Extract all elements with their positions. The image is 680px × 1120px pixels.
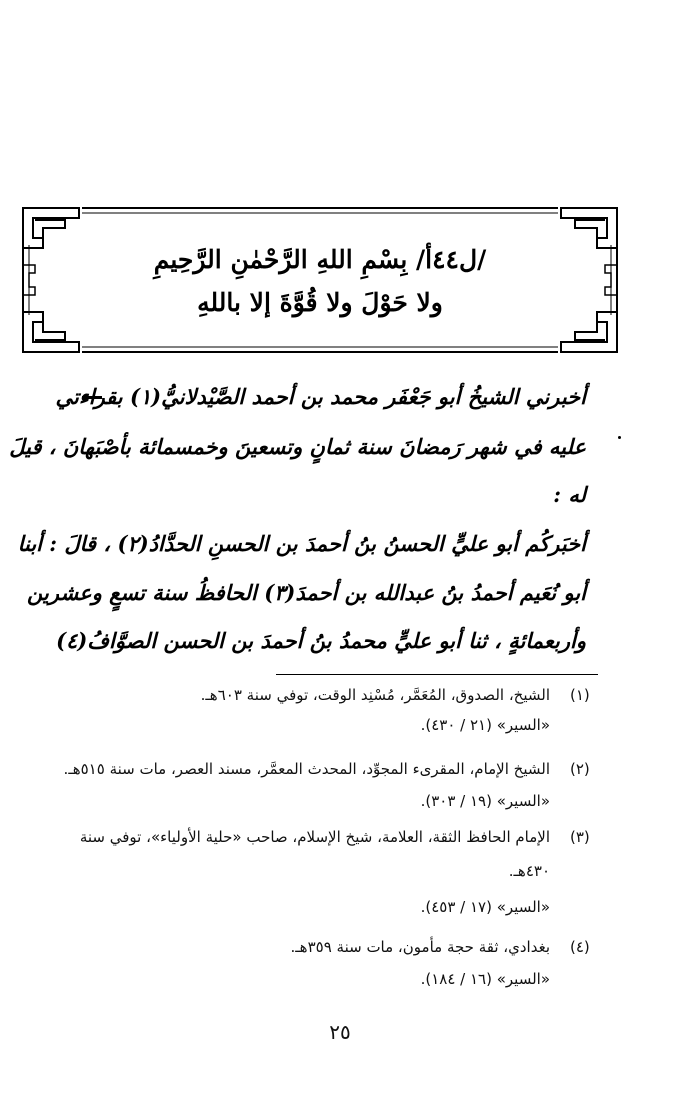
text-line: عليه في شهر رَمضانَ سنة ثمانٍ وتسعينَ وخمسمائة بأصْبَهانَ ، قيلَ — [9, 434, 586, 459]
text-line: له : — [553, 482, 586, 507]
footnote-reference: «السير» (١٧ / ٤٥٣). — [420, 898, 550, 916]
footnote-number: (٣) — [570, 828, 590, 846]
footnote-number: (١) — [570, 686, 590, 704]
hawqala-line: ولا حَوْلَ ولا قُوَّةَ إلا باللهِ — [197, 288, 443, 317]
frame-border — [20, 205, 620, 355]
footnote-text: ٤٣٠هـ. — [508, 862, 550, 880]
footnote-text: بغدادي، ثقة حجة مأمون، مات سنة ٣٥٩هـ. — [290, 938, 550, 956]
footnote-reference: «السير» (٢١ / ٤٣٠). — [420, 716, 550, 734]
footnote-number: (٢) — [570, 760, 590, 778]
footnote-separator — [276, 674, 598, 675]
footnote-text: الشيخ، الصدوق، المُعَمَّر، مُسْنِد الوقت، توفي سنة ٦٠٣هـ. — [200, 686, 550, 704]
page-number: ٢٥ — [329, 1020, 351, 1044]
text-line: أخبَركُم أبو عليٍّ الحسنُ بنُ أحمدَ بن الحسنِ الحدَّادُ(٢) ، قالَ : أبنا — [17, 531, 586, 556]
footnote-number: (٤) — [570, 938, 590, 956]
text-line: أخبرني الشيخُ أبو جَعْفَر محمد بن أحمد الصَّيْدلانيُّ(١) بقراءتي — [55, 384, 586, 409]
text-line: وأربعمائةٍ ، ثنا أبو عليٍّ محمدُ بنُ أحمدَ بن الحسن الصوَّافُ(٤) — [56, 628, 586, 653]
margin-dot — [618, 436, 621, 439]
footnote-text: الشيخ الإمام، المقرىء المجوِّد، المحدث المعمَّر، مسند العصر، مات سنة ٥١٥هـ. — [63, 760, 550, 778]
footnote-text: الإمام الحافظ الثقة، العلامة، شيخ الإسلام، صاحب «حلية الأولياء»، توفي سنة — [79, 828, 550, 846]
footnote-reference: «السير» (١٩ / ٣٠٣). — [420, 792, 550, 810]
footnote-reference: «السير» (١٦ / ١٨٤). — [420, 970, 550, 988]
basmala-line: /ل٤٤أ/ بِسْمِ اللهِ الرَّحْمٰنِ الرَّحِيمِ — [153, 245, 487, 274]
ornamental-frame — [20, 205, 620, 355]
text-line: أبو نُعَيم أحمدُ بنُ عبدالله بن أحمدَ(٣) الحافظُ سنة تسعٍ وعشرين — [27, 580, 586, 605]
